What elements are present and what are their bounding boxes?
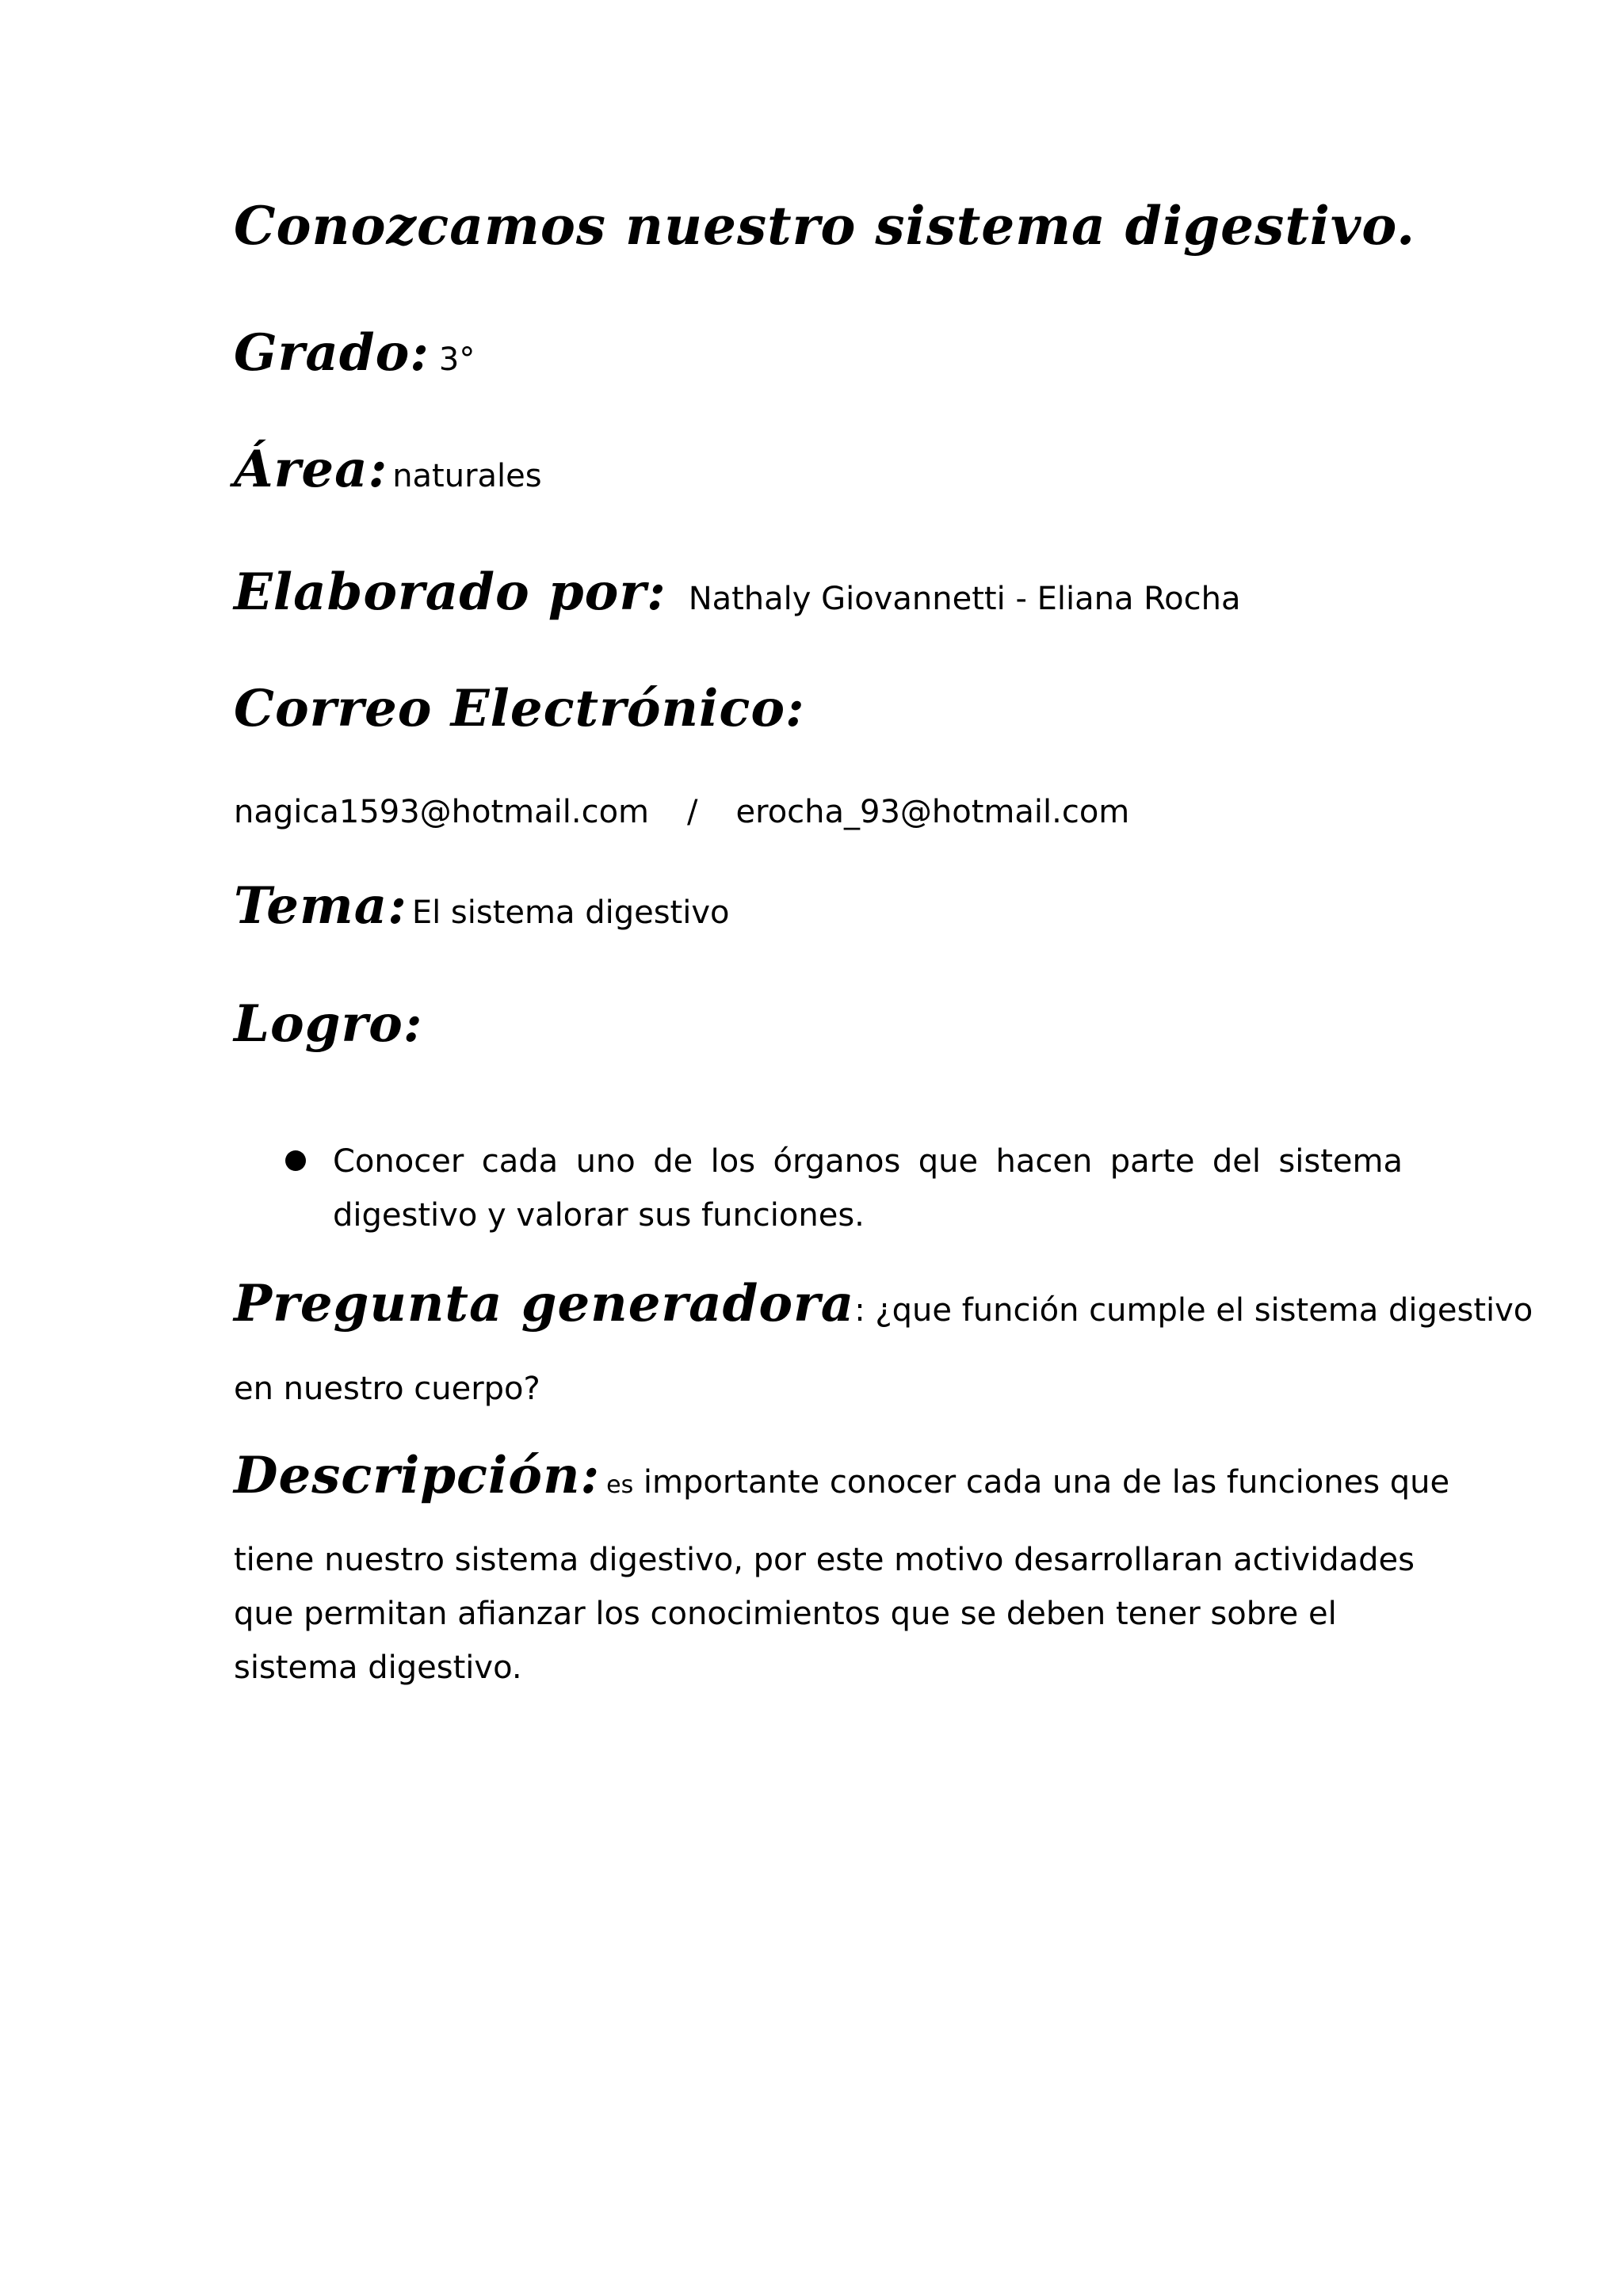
email-2[interactable]: erocha_93@hotmail.com bbox=[735, 794, 1130, 830]
grado-label: Grado: bbox=[234, 323, 430, 383]
descripcion-body bbox=[234, 1533, 1415, 1695]
elaborado-row bbox=[234, 563, 1241, 622]
email-separator: / bbox=[687, 794, 698, 830]
descripcion-line: tiene nuestro sistema digestivo, por este motivo desarrollaran actividades bbox=[234, 1542, 1415, 1578]
document-title: Conozcamos nuestro sistema digestivo. bbox=[234, 195, 1416, 257]
email-row bbox=[234, 794, 1129, 830]
tema-label: Tema: bbox=[234, 876, 407, 936]
logro-row bbox=[234, 994, 422, 1054]
pregunta-continuation: en nuestro cuerpo? bbox=[234, 1371, 540, 1407]
descripcion-label: Descripción: bbox=[234, 1446, 601, 1505]
email-1[interactable]: nagica1593@hotmail.com bbox=[234, 794, 650, 830]
grado-value: 3° bbox=[438, 341, 475, 378]
correo-label: Correo Electrónico: bbox=[234, 679, 805, 738]
tema-row bbox=[234, 876, 729, 936]
pregunta-label: Pregunta generadora bbox=[234, 1274, 855, 1333]
descripcion-row bbox=[234, 1446, 1449, 1505]
logro-list bbox=[285, 1135, 1403, 1242]
descripcion-line: que permitan afianzar los conocimientos que se deben tener sobre el bbox=[234, 1596, 1337, 1632]
list-item bbox=[285, 1135, 1403, 1242]
bullet-icon bbox=[285, 1150, 306, 1171]
area-label: Área: bbox=[234, 440, 388, 499]
logro-label: Logro: bbox=[234, 994, 423, 1054]
descripcion-line: sistema digestivo. bbox=[234, 1650, 522, 1686]
elaborado-value: Nathaly Giovannetti - Eliana Rocha bbox=[688, 581, 1241, 617]
tema-value: El sistema digestivo bbox=[411, 894, 730, 931]
area-row bbox=[234, 440, 542, 499]
grado-row bbox=[234, 323, 475, 383]
pregunta-row bbox=[234, 1274, 1533, 1333]
area-value: naturales bbox=[392, 458, 542, 494]
descripcion-line1: importante conocer cada una de las funciones que bbox=[633, 1464, 1450, 1501]
descripcion-lead: es bbox=[606, 1471, 634, 1499]
logro-item-text: Conocer cada uno de los órganos que hacen parte del sistema digestivo y valorar sus funciones. bbox=[333, 1143, 1403, 1234]
pregunta-value-line1: : ¿que función cumple el sistema digestivo bbox=[854, 1292, 1533, 1329]
correo-row bbox=[234, 679, 805, 738]
elaborado-label: Elaborado por: bbox=[234, 563, 666, 622]
